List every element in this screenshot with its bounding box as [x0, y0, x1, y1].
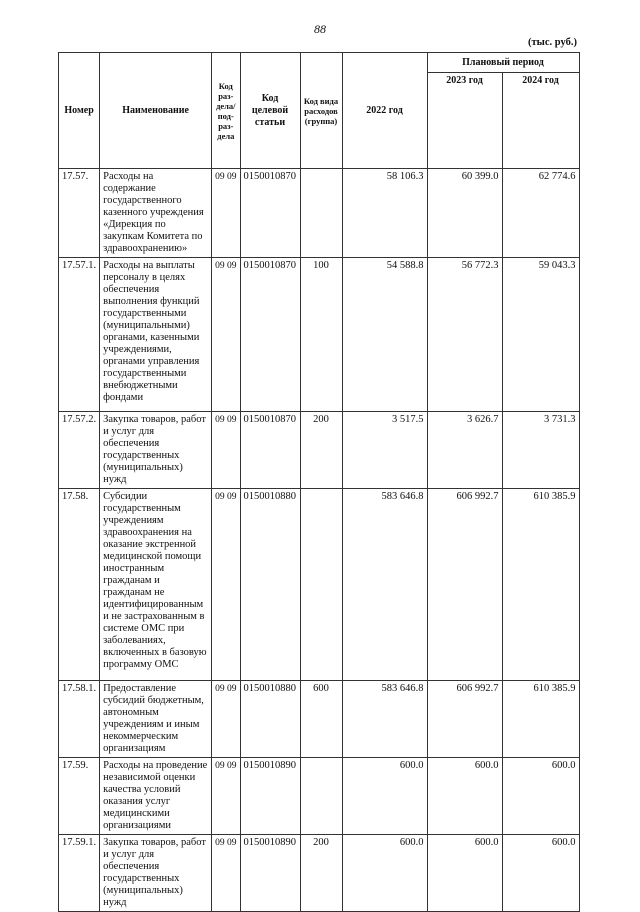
units-label: (тыс. руб.): [528, 37, 577, 48]
row-name: Расходы на выплаты персоналу в целях обеспечения выполнения функций государственными (муниципальными) органами, казенными учреждениями, органами управления государственными внебюджетными фондами: [100, 258, 212, 412]
row-section-code: 09 09: [212, 489, 240, 681]
row-section-code: 09 09: [212, 758, 240, 835]
row-number: 17.58.: [59, 489, 100, 681]
row-name: Закупка товаров, работ и услуг для обеспечения государственных (муниципальных) нужд: [100, 412, 212, 489]
header-number: Номер: [59, 53, 100, 169]
header-2023: 2023 год: [427, 73, 502, 169]
row-target-code: 0150010870: [240, 169, 300, 258]
header-expense-type: Код вида расходов (группа): [300, 53, 342, 169]
row-value-2023: 600.0: [427, 758, 502, 835]
row-section-code: 09 09: [212, 258, 240, 412]
row-name: Предоставление субсидий бюджетным, автономным учреждениям и иным некоммерческим организациям: [100, 681, 212, 758]
table-row: [59, 412, 580, 489]
header-target: Код целевой статьи: [240, 53, 300, 169]
row-number: 17.59.: [59, 758, 100, 835]
row-target-code: 0150010890: [240, 758, 300, 835]
row-name: Субсидии государственным учреждениям здравоохранения на оказание экстренной медицинской помощи иностранным гражданам и гражданам не идентифицированным и не застрахованным в системе ОМС при заболеваниях, включенных в базовую программу ОМС: [100, 489, 212, 681]
table-row: [59, 681, 580, 758]
header-2022: 2022 год: [342, 53, 427, 169]
row-value-2024: 62 774.6: [502, 169, 579, 258]
header-2024: 2024 год: [502, 73, 579, 169]
row-name: Расходы на содержание государственного казенного учреждения «Дирекция по закупкам Комитета по здравоохранению»: [100, 169, 212, 258]
row-expense-type: [300, 169, 342, 258]
row-value-2022: 58 106.3: [342, 169, 427, 258]
row-value-2023: 606 992.7: [427, 681, 502, 758]
row-number: 17.58.1.: [59, 681, 100, 758]
table-row: [59, 489, 580, 681]
row-value-2024: 59 043.3: [502, 258, 579, 412]
row-section-code: 09 09: [212, 681, 240, 758]
row-number: 17.59.1.: [59, 835, 100, 912]
row-number: 17.57.2.: [59, 412, 100, 489]
table-row: [59, 835, 580, 912]
row-expense-type: 100: [300, 258, 342, 412]
row-target-code: 0150010890: [240, 835, 300, 912]
row-value-2024: 610 385.9: [502, 681, 579, 758]
header-name: Наименование: [100, 53, 212, 169]
row-target-code: 0150010880: [240, 489, 300, 681]
row-value-2023: 3 626.7: [427, 412, 502, 489]
row-name: Расходы на проведение независимой оценки качества условий оказания услуг медицинскими организациями: [100, 758, 212, 835]
row-section-code: 09 09: [212, 169, 240, 258]
table-row: [59, 758, 580, 835]
budget-table: [58, 52, 580, 912]
row-expense-type: 200: [300, 835, 342, 912]
header-planning-period: Плановый период: [427, 53, 579, 73]
row-expense-type: [300, 758, 342, 835]
row-value-2023: 56 772.3: [427, 258, 502, 412]
row-value-2022: 583 646.8: [342, 489, 427, 681]
row-value-2024: 600.0: [502, 758, 579, 835]
row-expense-type: 600: [300, 681, 342, 758]
row-name: Закупка товаров, работ и услуг для обеспечения государственных (муниципальных) нужд: [100, 835, 212, 912]
header-section: Код раз-дела/под-раз-дела: [212, 53, 240, 169]
row-value-2022: 600.0: [342, 758, 427, 835]
page-number: 88: [314, 22, 326, 36]
row-value-2022: 3 517.5: [342, 412, 427, 489]
row-value-2024: 3 731.3: [502, 412, 579, 489]
row-number: 17.57.1.: [59, 258, 100, 412]
row-section-code: 09 09: [212, 412, 240, 489]
row-target-code: 0150010880: [240, 681, 300, 758]
table-row: [59, 169, 580, 258]
row-section-code: 09 09: [212, 835, 240, 912]
row-expense-type: [300, 489, 342, 681]
row-value-2024: 600.0: [502, 835, 579, 912]
row-expense-type: 200: [300, 412, 342, 489]
row-value-2022: 583 646.8: [342, 681, 427, 758]
row-target-code: 0150010870: [240, 412, 300, 489]
table-row: [59, 258, 580, 412]
row-value-2024: 610 385.9: [502, 489, 579, 681]
row-value-2022: 54 588.8: [342, 258, 427, 412]
row-value-2023: 600.0: [427, 835, 502, 912]
row-value-2023: 60 399.0: [427, 169, 502, 258]
row-value-2023: 606 992.7: [427, 489, 502, 681]
row-target-code: 0150010870: [240, 258, 300, 412]
row-number: 17.57.: [59, 169, 100, 258]
row-value-2022: 600.0: [342, 835, 427, 912]
